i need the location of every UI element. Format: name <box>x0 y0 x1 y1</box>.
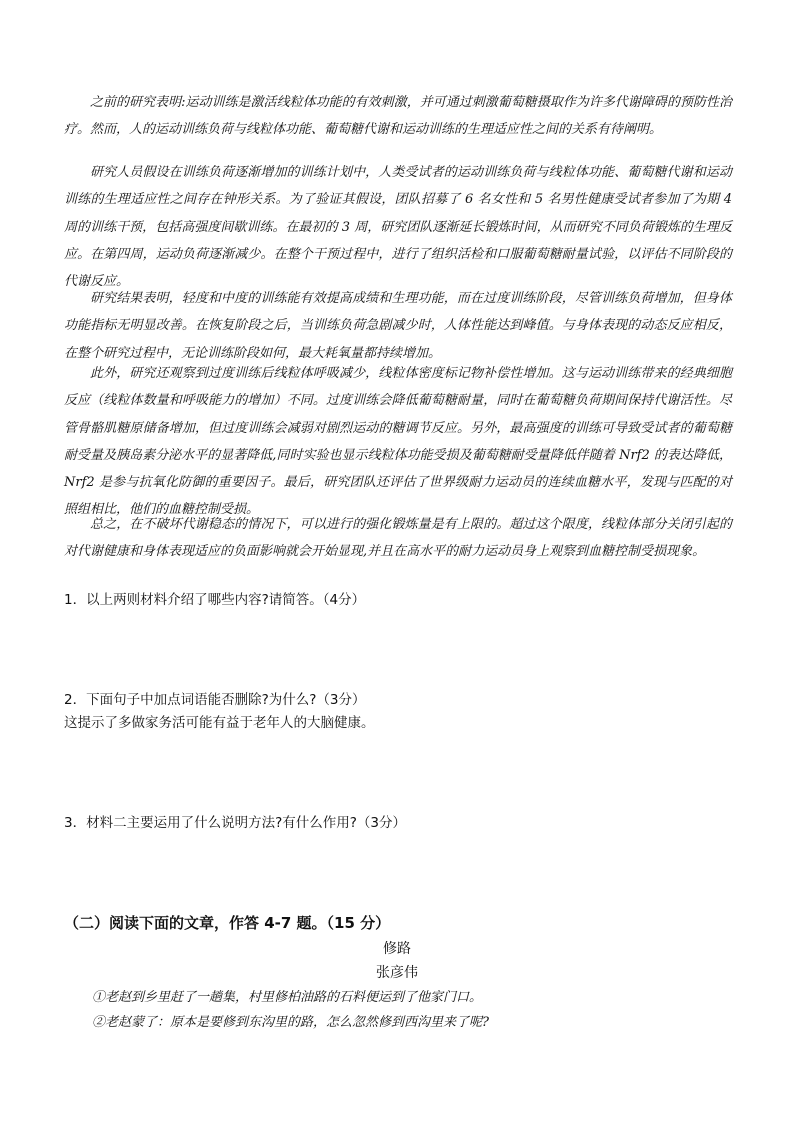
question-3: 3．材料二主要运用了什么说明方法?有什么作用?（3分） <box>64 815 407 831</box>
article-title: 修路 <box>383 941 411 957</box>
material-paragraph-1: 之前的研究表明:运动训练是激活线粒体功能的有效刺激，并可通过刺激葡萄糖摄取作为许多代谢障碍的预防性治疗。然而，人的运动训练负荷与线粒体功能、葡萄糖代谢和运动训练的生理适应性之间的关系有待阐明。 <box>64 95 732 138</box>
article-paragraph-2: ②老赵蒙了：原本是要修到东沟里的路，怎么忽然修到西沟里来了呢? <box>92 1015 489 1030</box>
material-paragraph-4: 此外，研究还观察到过度训练后线粒体呼吸减少，线粒体密度标记物补偿性增加。这与运动训练带来的经典细胞反应（线粒体数量和呼吸能力的增加）不同。过度训练会降低葡萄糖耐量，同时在葡萄糖负荷期间保持代谢活性。尽管骨骼肌糖原储备增加，但过度训练会减弱对剧烈运动的糖调节反应。另外，最高强度的训练可导致受试者的葡萄糖耐受量及胰岛素分泌水平的显著降低,同时实验也显示线粒体功能受损及葡萄糖耐受量降低伴随着 Nrf2 的表达降低，Nrf2 是参与抗氧化防御的重要因子。最后，研究团队还评估了世界级耐力运动员的连续血糖水平，发现与匹配的对照组相比，他们的血糖控制受损。 <box>64 366 732 518</box>
article-paragraph-1: ①老赵到乡里赶了一趟集，村里修柏油路的石料便运到了他家门口。 <box>92 990 483 1005</box>
section-heading: （二）阅读下面的文章，作答 4-7 题。（15 分） <box>64 914 391 932</box>
material-paragraph-2: 研究人员假设在训练负荷逐渐增加的训练计划中，人类受试者的运动训练负荷与线粒体功能、葡萄糖代谢和运动训练的生理适应性之间存在钟形关系。为了验证其假设，团队招募了 6 名女性和 5 名男性健康受试者参加了为期 4 周的训练干预，包括高强度间歇训练。在最初的 3 周，研究团队逐渐延长锻炼时间，从而研究不同负荷锻炼的生理反应。在第四周，运动负荷逐渐减少。在整个干预过程中，进行了组织活检和口服葡萄糖耐量试验，以评估不同阶段的代谢反应。 <box>64 165 732 290</box>
question-2-sentence: 这提示了多做家务活可能有益于老年人的大脑健康。 <box>64 715 375 731</box>
article-author: 张彦伟 <box>376 965 418 981</box>
material-paragraph-5: 总之，在不破坏代谢稳态的情况下，可以进行的强化锻炼量是有上限的。超过这个限度，线粒体部分关闭引起的对代谢健康和身体表现适应的负面影响就会开始显现,并且在高水平的耐力运动员身上观察到血糖控制受损现象。 <box>64 517 732 560</box>
question-2: 2．下面句子中加点词语能否删除?为什么?（3分） <box>64 692 366 708</box>
material-paragraph-3: 研究结果表明，轻度和中度的训练能有效提高成绩和生理功能，而在过度训练阶段，尽管训练负荷增加，但身体功能指标无明显改善。在恢复阶段之后，当训练负荷急剧减少时，人体性能达到峰值。与身体表现的动态反应相反，在整个研究过程中，无论训练阶段如何，最大耗氧量都持续增加。 <box>64 291 732 361</box>
question-1: 1．以上两则材料介绍了哪些内容?请简答。（4分） <box>64 592 366 608</box>
